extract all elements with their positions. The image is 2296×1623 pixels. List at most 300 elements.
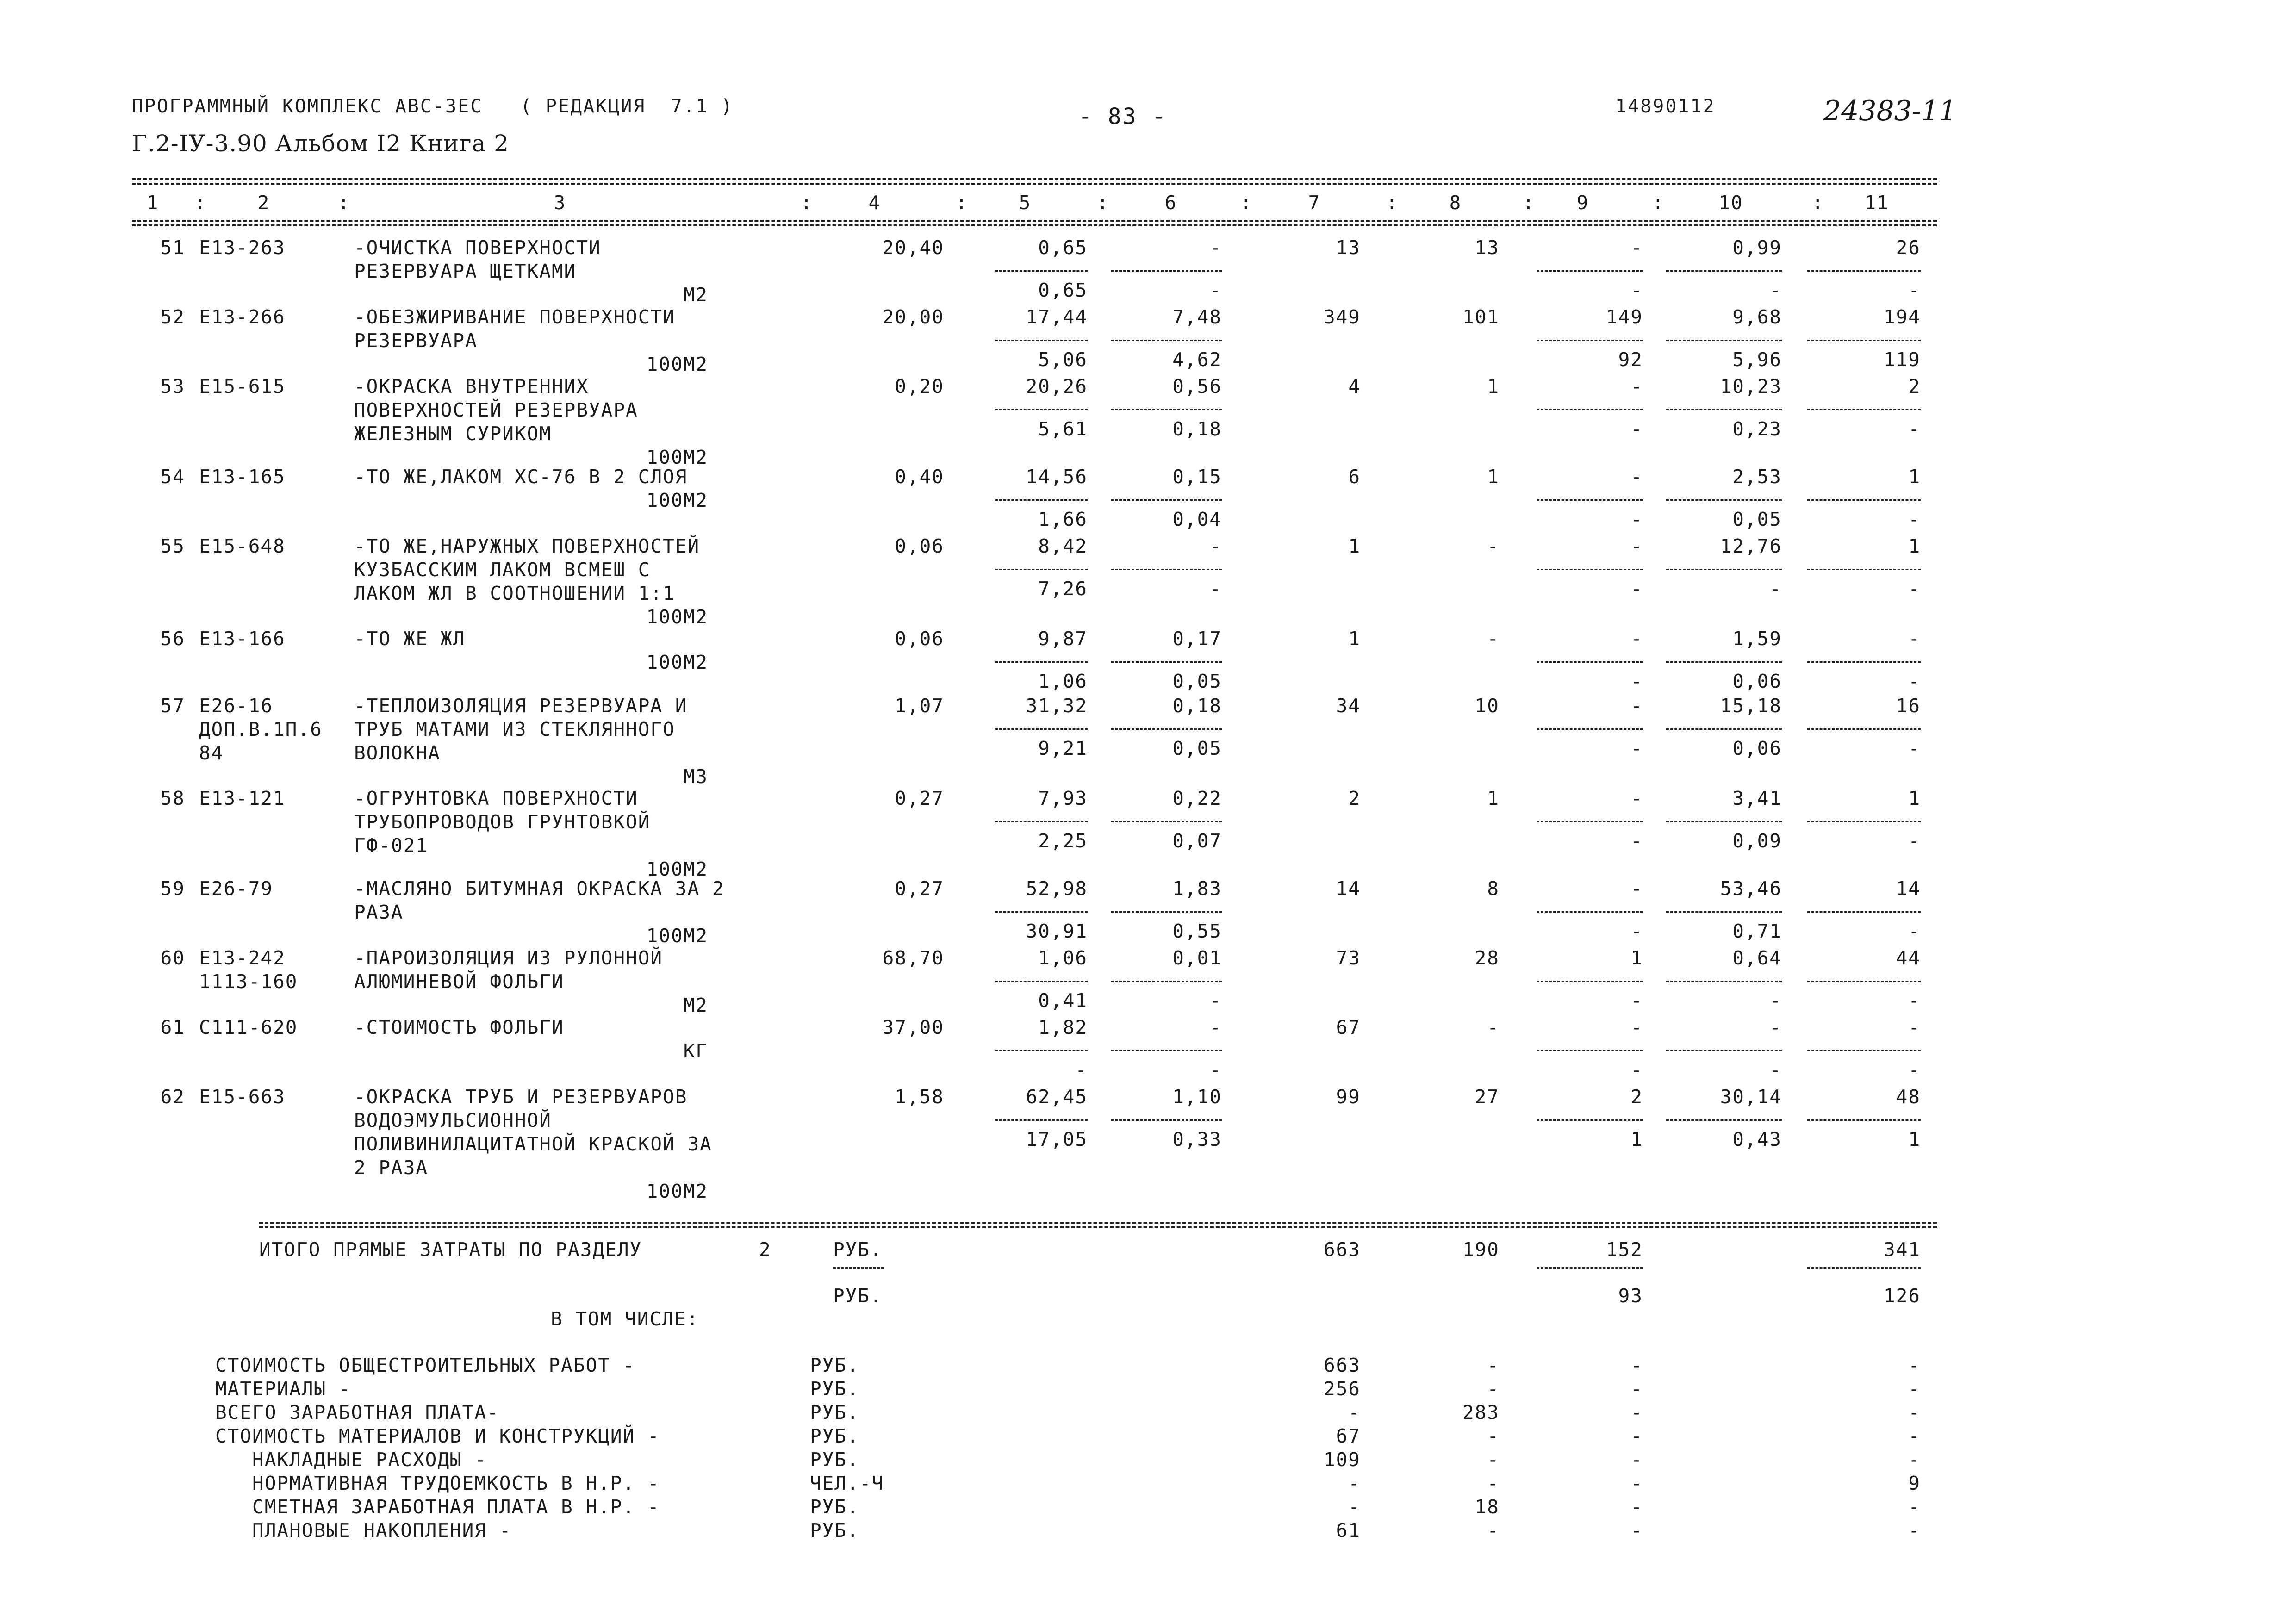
cell-divider (1537, 499, 1643, 501)
work-description: -ТЕПЛОИЗОЛЯЦИЯ РЕЗЕРВУАРА И (354, 695, 688, 717)
unit-wage-machines: - (1209, 578, 1222, 600)
unit-cost-machines: - (1209, 236, 1222, 259)
work-description: ВОДОЭМУЛЬСИОННОЙ (354, 1109, 552, 1132)
column-header-11: 11 (1864, 192, 1889, 214)
summary-unit: РУБ. (810, 1519, 859, 1542)
total-cost: 67 (1336, 1016, 1361, 1038)
summary-unit: РУБ. (810, 1378, 859, 1400)
cell-divider (1807, 1050, 1921, 1051)
summary-cost: - (1348, 1496, 1361, 1518)
cell-divider (1807, 569, 1921, 570)
unit-cost-total: 7,93 (1038, 787, 1088, 809)
work-description: -ОБЕЗЖИРИВАНИЕ ПОВЕРХНОСТИ (354, 306, 675, 328)
machine-labor-hours: - (1769, 989, 1782, 1012)
machine-labor-hours: 0,06 (1732, 670, 1782, 692)
unit-cost-total: 0,65 (1038, 236, 1088, 259)
cell-divider (1537, 1119, 1643, 1121)
cell-divider (1111, 499, 1222, 501)
unit-of-measure: 100М2 (646, 1180, 708, 1202)
header-rule-bottom (132, 220, 1937, 222)
work-description: ГФ-021 (354, 834, 429, 857)
cell-divider (1807, 499, 1921, 501)
machine-labor-total: - (1908, 508, 1921, 530)
machines-cost: - (1630, 236, 1643, 259)
program-title: ПРОГРАММНЫЙ КОМПЛЕКС АВС-3ЕС ( РЕДАКЦИЯ 7.1 ) (132, 96, 734, 117)
cell-divider (1111, 270, 1222, 272)
machine-labor-hours: 0,23 (1732, 418, 1782, 440)
row-number: 54 (160, 466, 185, 488)
summary-cost: 663 (1323, 1354, 1361, 1376)
work-description: ПОЛИВИНИЛАЦИТАТНОЙ КРАСКОЙ ЗА (354, 1133, 712, 1155)
machine-labor-hours: 0,05 (1732, 508, 1782, 530)
norm-code: Е26-79 (199, 877, 274, 900)
labor-hours: 53,46 (1720, 877, 1782, 900)
cell-divider (995, 409, 1088, 410)
machines-cost: - (1630, 466, 1643, 488)
cell-divider (1666, 499, 1782, 501)
machine-labor-total: 119 (1883, 348, 1921, 371)
wages-cost: 10 (1475, 695, 1500, 717)
document-code: 14890112 (1615, 96, 1716, 117)
summary-machines: - (1630, 1496, 1643, 1518)
header-rule-bottom-2 (132, 224, 1937, 226)
quantity: 0,20 (895, 375, 944, 398)
cell-divider (1666, 340, 1782, 341)
summary-cost: 61 (1336, 1519, 1361, 1542)
album-title: Г.2-IУ-3.90 Альбом I2 Книга 2 (132, 130, 510, 157)
cell-divider (1111, 821, 1222, 822)
cell-divider (1666, 409, 1782, 410)
header-rule-top-2 (132, 183, 1937, 185)
summary-machines: - (1630, 1425, 1643, 1447)
unit-wage-total: - (1075, 1059, 1088, 1081)
norm-code: 1113-160 (199, 970, 298, 993)
norm-code: Е15-648 (199, 535, 286, 557)
work-description: -СТОИМОСТЬ ФОЛЬГИ (354, 1016, 564, 1038)
machine-labor-hours: 0,43 (1732, 1128, 1782, 1150)
work-description: ПОВЕРХНОСТЕЙ РЕЗЕРВУАРА (354, 399, 638, 421)
column-separator: : (1523, 192, 1535, 214)
total-cost: 1 (1348, 535, 1361, 557)
unit-of-measure: 100М2 (646, 446, 708, 468)
unit-of-measure: 100М2 (646, 651, 708, 673)
total-machines: 152 (1605, 1238, 1643, 1261)
summary-cost: 109 (1323, 1449, 1361, 1471)
machine-labor-total: - (1908, 578, 1921, 600)
cell-divider (1537, 270, 1643, 272)
unit-of-measure: 100М2 (646, 925, 708, 947)
total-section-number: 2 (759, 1238, 772, 1261)
labor-total: 1 (1908, 466, 1921, 488)
machines-cost: - (1630, 628, 1643, 650)
machine-labor-total: - (1908, 279, 1921, 301)
unit-wage-machines: 0,05 (1172, 670, 1222, 692)
unit-of-measure: М3 (683, 765, 708, 788)
norm-code: Е13-166 (199, 628, 286, 650)
machine-labor-total: - (1908, 830, 1921, 852)
work-description: -ОКРАСКА ВНУТРЕННИХ (354, 375, 589, 398)
cell-divider (1807, 1267, 1921, 1269)
unit-of-measure: 100М2 (646, 606, 708, 628)
norm-code: 84 (199, 742, 224, 764)
column-separator: : (1386, 192, 1399, 214)
work-description: -ТО ЖЕ ЖЛ (354, 628, 466, 650)
summary-label: НОРМАТИВНАЯ ТРУДОЕМКОСТЬ В Н.Р. - (215, 1472, 660, 1494)
summary-cost: - (1348, 1401, 1361, 1424)
cell-divider (1111, 661, 1222, 663)
unit-wage-total: 30,91 (1026, 920, 1088, 942)
summary-wages: - (1487, 1378, 1500, 1400)
cell-divider (1111, 1119, 1222, 1121)
cell-divider (1807, 1119, 1921, 1121)
summary-unit: ЧЕЛ.-Ч (810, 1472, 884, 1494)
unit-cost-total: 8,42 (1038, 535, 1088, 557)
norm-code: Е13-263 (199, 236, 286, 259)
unit-wage-total: 9,21 (1038, 737, 1088, 759)
column-separator: : (1240, 192, 1253, 214)
cell-divider (1537, 1050, 1643, 1051)
unit-of-measure: 100М2 (646, 858, 708, 880)
labor-hours: - (1769, 1016, 1782, 1038)
column-header-8: 8 (1449, 192, 1462, 214)
summary-wages: 283 (1462, 1401, 1500, 1424)
cell-divider (1666, 1119, 1782, 1121)
summary-label: СМЕТНАЯ ЗАРАБОТНАЯ ПЛАТА В Н.Р. - (215, 1496, 660, 1518)
unit-wage-total: 0,65 (1038, 279, 1088, 301)
summary-unit: РУБ. (810, 1496, 859, 1518)
norm-code: Е13-242 (199, 947, 286, 969)
machine-labor-total: - (1908, 989, 1921, 1012)
cell-divider (1111, 981, 1222, 982)
total-cost: 13 (1336, 236, 1361, 259)
cell-divider (1111, 911, 1222, 913)
unit-wage-total: 1,66 (1038, 508, 1088, 530)
unit-cost-total: 52,98 (1026, 877, 1088, 900)
row-number: 62 (160, 1086, 185, 1108)
including-label: В ТОМ ЧИСЛЕ: (551, 1308, 699, 1330)
labor-total: 194 (1883, 306, 1921, 328)
cell-divider (1807, 409, 1921, 410)
totals-rule-top (259, 1222, 1937, 1224)
unit-wage-total: 17,05 (1026, 1128, 1088, 1150)
summary-labor: - (1908, 1378, 1921, 1400)
cell-divider (1807, 981, 1921, 982)
cell-divider (995, 981, 1088, 982)
summary-machines: - (1630, 1354, 1643, 1376)
summary-label: НАКЛАДНЫЕ РАСХОДЫ - (215, 1449, 487, 1471)
unit-of-measure: 100М2 (646, 353, 708, 375)
machine-labor-total: 1 (1908, 1128, 1921, 1150)
machine-labor-total: - (1908, 1059, 1921, 1081)
labor-total: 48 (1896, 1086, 1921, 1108)
unit-wage-total: 7,26 (1038, 578, 1088, 600)
machine-labor-hours: 0,06 (1732, 737, 1782, 759)
unit-cost-total: 1,06 (1038, 947, 1088, 969)
cell-divider (1666, 569, 1782, 570)
work-description: КУЗБАССКИМ ЛАКОМ ВСМЕШ С (354, 559, 651, 581)
labor-total: 1 (1908, 535, 1921, 557)
quantity: 0,27 (895, 787, 944, 809)
labor-hours: 10,23 (1720, 375, 1782, 398)
unit-cost-machines: 0,15 (1172, 466, 1222, 488)
summary-machines: - (1630, 1378, 1643, 1400)
labor-hours: 9,68 (1732, 306, 1782, 328)
unit-divider (833, 1267, 884, 1269)
work-description: АЛЮМИНЕВОЙ ФОЛЬГИ (354, 970, 564, 993)
cell-divider (1666, 661, 1782, 663)
unit-of-measure: КГ (683, 1040, 708, 1062)
cell-divider (1807, 270, 1921, 272)
summary-machines: - (1630, 1449, 1643, 1471)
summary-labor: - (1908, 1354, 1921, 1376)
work-description: ЛАКОМ ЖЛ В СООТНОШЕНИИ 1:1 (354, 582, 675, 604)
wages-cost: - (1487, 535, 1500, 557)
work-description: 2 РАЗА (354, 1157, 429, 1179)
wages-cost: 8 (1487, 877, 1500, 900)
cell-divider (1807, 821, 1921, 822)
summary-cost: 256 (1323, 1378, 1361, 1400)
summary-machines: - (1630, 1519, 1643, 1542)
summary-labor: 9 (1908, 1472, 1921, 1494)
labor-hours: 0,64 (1732, 947, 1782, 969)
quantity: 20,40 (882, 236, 944, 259)
machine-labor-total: - (1908, 737, 1921, 759)
summary-label: СТОИМОСТЬ ОБЩЕСТРОИТЕЛЬНЫХ РАБОТ - (215, 1354, 635, 1376)
summary-wages: - (1487, 1449, 1500, 1471)
quantity: 20,00 (882, 306, 944, 328)
wages-cost: 101 (1462, 306, 1500, 328)
summary-wages: - (1487, 1519, 1500, 1542)
cell-divider (1111, 1050, 1222, 1051)
wages-cost: 27 (1475, 1086, 1500, 1108)
unit-cost-total: 1,82 (1038, 1016, 1088, 1038)
row-number: 60 (160, 947, 185, 969)
row-number: 55 (160, 535, 185, 557)
total-cost: 663 (1323, 1238, 1361, 1261)
summary-labor: - (1908, 1496, 1921, 1518)
work-description: ВОЛОКНА (354, 742, 441, 764)
quantity: 0,40 (895, 466, 944, 488)
unit-wage-machines: 4,62 (1172, 348, 1222, 371)
work-description: РАЗА (354, 901, 404, 923)
quantity: 37,00 (882, 1016, 944, 1038)
wages-cost: 28 (1475, 947, 1500, 969)
unit-wage-machines: 0,18 (1172, 418, 1222, 440)
wages-cost: 1 (1487, 787, 1500, 809)
row-number: 61 (160, 1016, 185, 1038)
quantity: 0,27 (895, 877, 944, 900)
column-header-7: 7 (1308, 192, 1321, 214)
column-separator: : (338, 192, 350, 214)
unit-cost-total: 17,44 (1026, 306, 1088, 328)
unit-of-measure: М2 (683, 994, 708, 1016)
unit-wage-total: 1,06 (1038, 670, 1088, 692)
norm-code: Е15-615 (199, 375, 286, 398)
summary-wages: 18 (1475, 1496, 1500, 1518)
cell-divider (1666, 911, 1782, 913)
cell-divider (995, 499, 1088, 501)
unit-wage-machines: - (1209, 279, 1222, 301)
unit-wage-machines: - (1209, 1059, 1222, 1081)
labor-total: 2 (1908, 375, 1921, 398)
work-description: -ТО ЖЕ,ЛАКОМ ХС-76 В 2 СЛОЯ (354, 466, 688, 488)
cell-divider (1807, 661, 1921, 663)
wages-cost: 13 (1475, 236, 1500, 259)
total-label: ИТОГО ПРЯМЫЕ ЗАТРАТЫ ПО РАЗДЕЛУ (259, 1238, 642, 1261)
labor-hours: 12,76 (1720, 535, 1782, 557)
summary-label: ВСЕГО ЗАРАБОТНАЯ ПЛАТА- (215, 1401, 499, 1424)
cell-divider (995, 728, 1088, 730)
machine-wages: - (1630, 670, 1643, 692)
quantity: 1,07 (895, 695, 944, 717)
unit-cost-machines: - (1209, 1016, 1222, 1038)
summary-labor: - (1908, 1425, 1921, 1447)
cell-divider (1666, 270, 1782, 272)
summary-machines: - (1630, 1472, 1643, 1494)
unit-wage-machines: 0,55 (1172, 920, 1222, 942)
cell-divider (1537, 1267, 1643, 1269)
labor-hours: 15,18 (1720, 695, 1782, 717)
total-cost: 6 (1348, 466, 1361, 488)
work-description: -ОЧИСТКА ПОВЕРХНОСТИ (354, 236, 601, 259)
norm-code: ДОП.В.1П.6 (199, 718, 323, 740)
quantity: 0,06 (895, 628, 944, 650)
unit-cost-total: 20,26 (1026, 375, 1088, 398)
machine-wages: - (1630, 737, 1643, 759)
column-header-5: 5 (1019, 192, 1032, 214)
norm-code: Е26-16 (199, 695, 274, 717)
summary-cost: - (1348, 1472, 1361, 1494)
unit-cost-machines: 7,48 (1172, 306, 1222, 328)
summary-wages: - (1487, 1472, 1500, 1494)
summary-unit: РУБ. (810, 1425, 859, 1447)
header-rule-top (132, 178, 1937, 180)
unit-cost-machines: 0,56 (1172, 375, 1222, 398)
album-number: 24383-11 (1823, 95, 1957, 127)
total-cost: 4 (1348, 375, 1361, 398)
cell-divider (1111, 409, 1222, 410)
cell-divider (1537, 981, 1643, 982)
column-separator: : (1812, 192, 1824, 214)
wages-cost: - (1487, 628, 1500, 650)
cell-divider (1537, 821, 1643, 822)
cell-divider (1807, 728, 1921, 730)
machine-labor-hours: - (1769, 279, 1782, 301)
cell-divider (1537, 409, 1643, 410)
cell-divider (1537, 661, 1643, 663)
row-number: 56 (160, 628, 185, 650)
labor-total: 44 (1896, 947, 1921, 969)
unit-wage-machines: 0,33 (1172, 1128, 1222, 1150)
wages-cost: - (1487, 1016, 1500, 1038)
summary-label: ПЛАНОВЫЕ НАКОПЛЕНИЯ - (215, 1519, 512, 1542)
unit-cost-total: 14,56 (1026, 466, 1088, 488)
wages-cost: 1 (1487, 375, 1500, 398)
summary-unit: РУБ. (810, 1401, 859, 1424)
page-number: - 83 - (1078, 104, 1167, 130)
unit-cost-machines: 1,10 (1172, 1086, 1222, 1108)
labor-hours: 30,14 (1720, 1086, 1782, 1108)
work-description: РЕЗЕРВУАРА ЩЕТКАМИ (354, 260, 577, 282)
work-description: -ОГРУНТОВКА ПОВЕРХНОСТИ (354, 787, 638, 809)
unit-wage-machines: 0,07 (1172, 830, 1222, 852)
work-description: ТРУБОПРОВОДОВ ГРУНТОВКОЙ (354, 811, 651, 833)
machine-labor-total: - (1908, 670, 1921, 692)
labor-hours: 1,59 (1732, 628, 1782, 650)
cell-divider (995, 821, 1088, 822)
summary-labor: - (1908, 1519, 1921, 1542)
labor-hours: 2,53 (1732, 466, 1782, 488)
unit-cost-total: 62,45 (1026, 1086, 1088, 1108)
total-cost: 2 (1348, 787, 1361, 809)
cell-divider (1111, 569, 1222, 570)
unit-wage-total: 2,25 (1038, 830, 1088, 852)
unit-wage-machines: 0,04 (1172, 508, 1222, 530)
unit-cost-machines: 0,01 (1172, 947, 1222, 969)
unit-cost-machines: 0,17 (1172, 628, 1222, 650)
unit-cost-machines: 0,22 (1172, 787, 1222, 809)
quantity: 1,58 (895, 1086, 944, 1108)
cell-divider (1537, 911, 1643, 913)
summary-labor: - (1908, 1401, 1921, 1424)
machines-cost: - (1630, 535, 1643, 557)
cell-divider (1666, 1050, 1782, 1051)
column-separator: : (801, 192, 813, 214)
row-number: 58 (160, 787, 185, 809)
machine-wages: - (1630, 830, 1643, 852)
cell-divider (1807, 340, 1921, 341)
labor-total: - (1908, 1016, 1921, 1038)
cell-divider (1537, 728, 1643, 730)
column-header-6: 6 (1164, 192, 1177, 214)
machine-wages: 92 (1618, 348, 1643, 371)
row-number: 51 (160, 236, 185, 259)
machine-wages: - (1630, 989, 1643, 1012)
labor-total: 14 (1896, 877, 1921, 900)
total-unit: РУБ. (833, 1238, 883, 1261)
summary-labor: - (1908, 1449, 1921, 1471)
total-machine-labor: 126 (1883, 1285, 1921, 1307)
unit-wage-machines: - (1209, 989, 1222, 1012)
row-number: 53 (160, 375, 185, 398)
machines-cost: 1 (1630, 947, 1643, 969)
machine-labor-hours: - (1769, 578, 1782, 600)
column-header-3: 3 (554, 192, 566, 214)
summary-wages: - (1487, 1425, 1500, 1447)
labor-hours: 0,99 (1732, 236, 1782, 259)
cell-divider (1807, 911, 1921, 913)
column-header-1: 1 (146, 192, 159, 214)
norm-code: Е15-663 (199, 1086, 286, 1108)
machine-labor-hours: 5,96 (1732, 348, 1782, 371)
norm-code: Е13-266 (199, 306, 286, 328)
unit-wage-total: 0,41 (1038, 989, 1088, 1012)
total-cost: 34 (1336, 695, 1361, 717)
labor-total: 16 (1896, 695, 1921, 717)
machine-wages: - (1630, 418, 1643, 440)
machine-wages: - (1630, 508, 1643, 530)
total-wages: 190 (1462, 1238, 1500, 1261)
machines-cost: - (1630, 1016, 1643, 1038)
machine-labor-total: - (1908, 418, 1921, 440)
norm-code: С111-620 (199, 1016, 298, 1038)
machine-wages: - (1630, 920, 1643, 942)
wages-cost: 1 (1487, 466, 1500, 488)
machines-cost: - (1630, 787, 1643, 809)
summary-wages: - (1487, 1354, 1500, 1376)
column-separator: : (1097, 192, 1109, 214)
summary-label: СТОИМОСТЬ МАТЕРИАЛОВ И КОНСТРУКЦИЙ - (215, 1425, 660, 1447)
